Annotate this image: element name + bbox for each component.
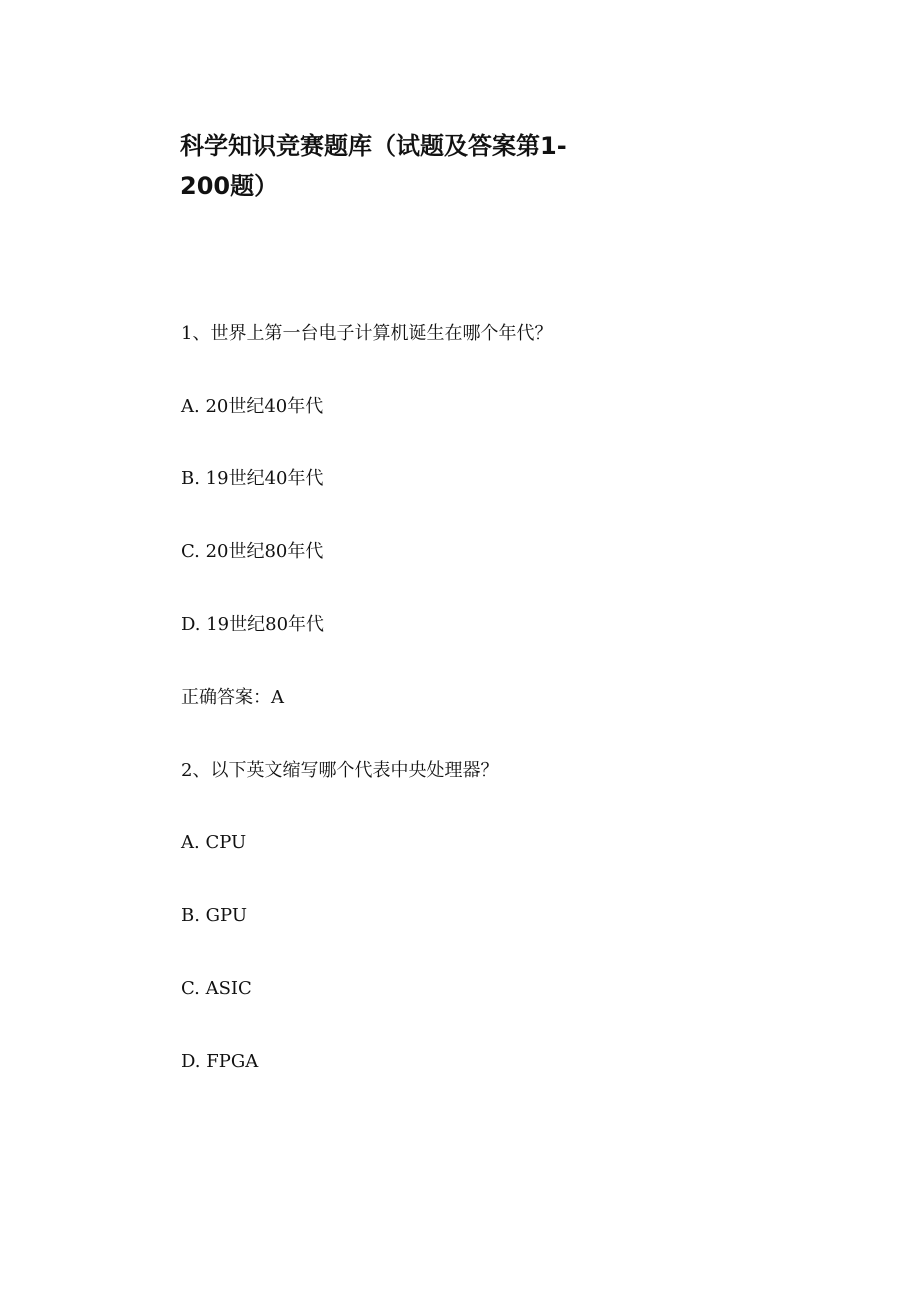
q2-option-d: D. FPGA [181, 1051, 259, 1072]
q2-option-c: C. ASIC [181, 978, 252, 999]
question-2: 2、以下英文缩写哪个代表中央处理器？ [181, 760, 499, 781]
title-line-2: 200题） [180, 172, 279, 200]
q1-option-c: C. 20世纪80年代 [181, 541, 324, 562]
q1-answer: 正确答案：A [181, 687, 284, 708]
q2-option-a: A. CPU [181, 832, 247, 853]
q1-option-b: B. 19世纪40年代 [181, 468, 324, 489]
q1-option-d: D. 19世纪80年代 [181, 614, 325, 635]
q2-option-b: B. GPU [181, 905, 248, 926]
document-title [180, 126, 620, 206]
q1-option-a: A. 20世纪40年代 [181, 396, 324, 417]
question-1: 1、世界上第一台电子计算机诞生在哪个年代？ [181, 323, 553, 344]
title-line-1: 科学知识竞赛题库（试题及答案第1- [180, 132, 567, 160]
